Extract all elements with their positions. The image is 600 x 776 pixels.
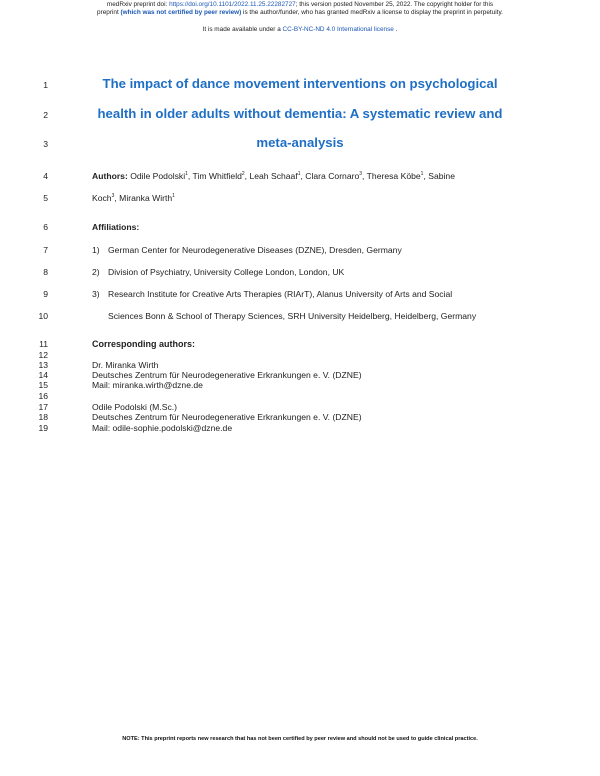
affiliation-marker: 3 [359, 171, 363, 178]
line-number: 10 [38, 311, 48, 321]
line-number: 11 [39, 339, 48, 349]
line-number: 15 [38, 380, 48, 390]
paper-title-line3: meta-analysis [256, 135, 344, 150]
author-name: Sabine [428, 171, 455, 181]
header-text: ; this version posted November 25, 2022. The copyright holder for this [295, 1, 494, 8]
line-number: 8 [43, 267, 48, 277]
line-number: 4 [43, 171, 48, 181]
header-text: preprint [97, 9, 121, 16]
paper-title-line1: The impact of dance movement interventions on psychological [102, 76, 498, 91]
authors-label: Authors: [92, 171, 128, 181]
affiliation-number: 3) [92, 289, 100, 299]
corresponding-authors-label: Corresponding authors: [92, 339, 195, 349]
doi-link[interactable]: https://doi.org/10.1101/2022.11.25.22282727 [169, 1, 296, 8]
line-number: 6 [43, 222, 48, 232]
line-number: 16 [38, 391, 48, 401]
line-number: 14 [38, 370, 48, 380]
corresponding-line: Deutsches Zentrum für Neurodegenerative Erkrankungen e. V. (DZNE) [92, 412, 362, 422]
affiliation-text-continued: Sciences Bonn & School of Therapy Sciences, SRH University Heidelberg, Heidelberg, Germany [108, 311, 477, 321]
affiliations-label: Affiliations: [92, 222, 140, 232]
peer-review-footer-note: NOTE: This preprint reports new research that has not been certified by peer review and should not be used to guide clinical practice. [122, 736, 478, 742]
line-number: 2 [43, 110, 48, 120]
corresponding-email: Mail: odile-sophie.podolski@dzne.de [92, 423, 233, 433]
authors-line1: Authors: Odile Podolski$^1$, Tim Whitfield$^2$, Leah Schaaf$^1$, Clara Cornaro$^3$, Theresa Köbe$^1$, Sabine [92, 171, 455, 181]
line-number: 18 [38, 412, 48, 422]
preprint-header-line1 [0, 1, 600, 9]
line-number: 7 [43, 245, 48, 255]
corresponding-email: Mail: miranka.wirth@dzne.de [92, 380, 203, 390]
author-name: Tim Whitfield [192, 171, 242, 181]
affiliation-text: German Center for Neurodegenerative Diseases (DZNE), Dresden, Germany [108, 245, 402, 255]
affiliation-text: Division of Psychiatry, University College London, London, UK [108, 267, 345, 277]
authors-line2: Koch$^3$, Miranka Wirth$^1$ [92, 193, 175, 203]
affiliation-text: Research Institute for Creative Arts Therapies (RIArT), Alanus University of Arts and Social [108, 289, 453, 299]
license-link[interactable]: CC-BY-NC-ND 4.0 International license [282, 26, 394, 33]
line-number: 19 [38, 423, 48, 433]
author-name: Miranka Wirth [119, 193, 173, 203]
affiliation-marker: 1 [297, 171, 301, 178]
line-number: 17 [38, 402, 48, 412]
line-number: 13 [38, 360, 48, 370]
affiliation-marker: 2 [241, 171, 245, 178]
author-name: Clara Cornaro [305, 171, 360, 181]
preprint-header-line2 [0, 9, 600, 17]
corresponding-line: Dr. Miranka Wirth [92, 360, 159, 370]
license-line [0, 26, 600, 34]
line-number: 12 [38, 350, 48, 360]
line-number: 9 [43, 289, 48, 299]
author-name: Koch [92, 193, 112, 203]
header-text: medRxiv preprint doi: [106, 1, 170, 8]
paper-title-line2: health in older adults without dementia: A systematic review and [97, 106, 503, 121]
line-number: 5 [43, 193, 48, 203]
author-name: Leah Schaaf [249, 171, 298, 181]
corresponding-line: Deutsches Zentrum für Neurodegenerative Erkrankungen e. V. (DZNE) [92, 370, 362, 380]
author-name: Theresa Köbe [366, 171, 421, 181]
affiliation-number: 2) [92, 267, 100, 277]
affiliation-number: 1) [92, 245, 100, 255]
affiliation-marker: 1 [172, 193, 175, 200]
affiliation-marker: 1 [185, 171, 188, 178]
license-text: It is made available under a [202, 26, 283, 33]
peer-review-notice: (which was not certified by peer review) [120, 9, 242, 16]
license-text: . [393, 26, 398, 33]
affiliation-marker: 3 [111, 193, 115, 200]
header-text: is the author/funder, who has granted medRxiv a license to display the preprint in perpetuity. [241, 9, 503, 16]
line-number: 1 [43, 80, 48, 90]
line-number: 3 [43, 139, 48, 149]
corresponding-line: Odile Podolski (M.Sc.) [92, 402, 178, 412]
author-name: Odile Podolski [130, 171, 186, 181]
affiliation-marker: 1 [420, 171, 424, 178]
